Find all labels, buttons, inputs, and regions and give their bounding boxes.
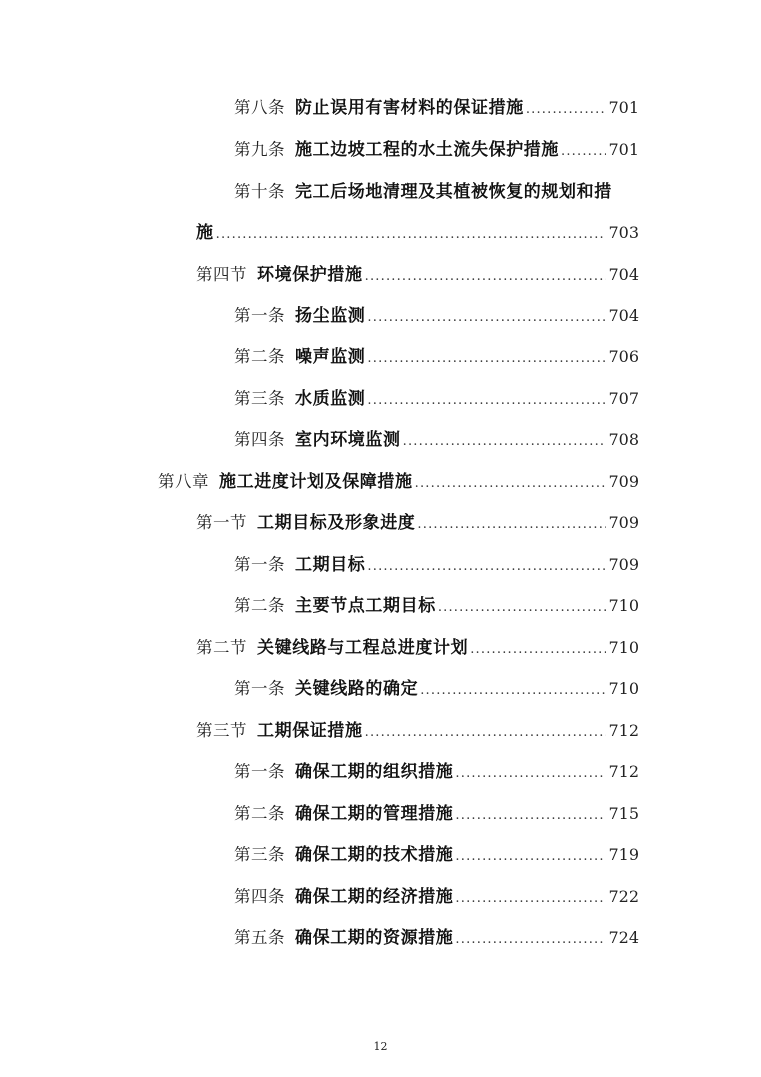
- dot-leader: [367, 304, 606, 332]
- toc-entry[interactable]: [234, 758, 639, 786]
- dot-leader: [455, 843, 606, 871]
- toc-entry[interactable]: [234, 592, 639, 620]
- toc-entry[interactable]: [234, 178, 639, 206]
- toc-entry-page: 703: [608, 223, 639, 242]
- dot-leader: [365, 263, 607, 291]
- toc-section[interactable]: [196, 717, 639, 745]
- toc-entry-page: 701: [608, 98, 639, 117]
- toc-entry-number: 第三节: [196, 721, 247, 740]
- toc-entry-number: 第一条: [234, 555, 285, 574]
- toc-chapter[interactable]: [158, 468, 639, 496]
- toc-entry-title: 完工后场地清理及其植被恢复的规划和措: [295, 182, 612, 202]
- toc-entry-number: 第五条: [234, 928, 285, 947]
- dot-leader: [438, 594, 607, 622]
- toc-entry-number: 第一条: [234, 679, 285, 698]
- toc-entry-title: 工期目标: [295, 555, 366, 575]
- toc-entry-number: 第二条: [234, 347, 285, 366]
- toc-entry-number: 第一条: [234, 306, 285, 325]
- toc-entry-page: 709: [608, 472, 639, 491]
- toc-entry-number: 第一节: [196, 513, 247, 532]
- dot-leader: [415, 470, 607, 498]
- dot-leader: [455, 926, 606, 954]
- toc-entry[interactable]: [234, 841, 639, 869]
- toc-entry-page: 715: [608, 804, 639, 823]
- toc-entry-page: 710: [608, 679, 639, 698]
- dot-leader: [367, 345, 606, 373]
- toc-entry[interactable]: [234, 343, 639, 371]
- toc-entry[interactable]: [234, 426, 639, 454]
- dot-leader: [403, 428, 607, 456]
- toc-entry-page: 710: [608, 638, 639, 657]
- toc-section[interactable]: [196, 634, 639, 662]
- toc-entry[interactable]: [234, 675, 639, 703]
- toc-entry-number: 第四条: [234, 887, 285, 906]
- toc-entry-title: 环境保护措施: [257, 265, 363, 285]
- toc-entry[interactable]: [234, 385, 639, 413]
- toc-entry-number: 第九条: [234, 140, 285, 159]
- toc-entry-page: 719: [608, 845, 639, 864]
- toc-entry-title: 施: [196, 223, 214, 243]
- toc-entry-number: 第八条: [234, 98, 285, 117]
- toc-entry-title: 室内环境监测: [295, 430, 401, 450]
- toc-entry-page: 704: [608, 306, 639, 325]
- dot-leader: [470, 636, 606, 664]
- toc-entry-page: 709: [608, 513, 639, 532]
- toc-entry-title: 确保工期的组织措施: [295, 762, 454, 782]
- toc-entry[interactable]: [234, 302, 639, 330]
- dot-leader: [216, 221, 607, 249]
- toc-entry-page: 724: [608, 928, 639, 947]
- dot-leader: [455, 802, 606, 830]
- toc-entry[interactable]: [234, 883, 639, 911]
- toc-entry-title: 扬尘监测: [295, 306, 366, 326]
- toc-entry-continuation[interactable]: [196, 219, 639, 247]
- toc-entry-title: 确保工期的技术措施: [295, 845, 454, 865]
- toc-entry-page: 701: [608, 140, 639, 159]
- toc-entry-title: 确保工期的资源措施: [295, 928, 454, 948]
- toc-entry-title: 防止误用有害材料的保证措施: [295, 98, 524, 118]
- toc-entry-title: 施工边坡工程的水土流失保护措施: [295, 140, 559, 160]
- dot-leader: [455, 885, 606, 913]
- toc-entry-number: 第四条: [234, 430, 285, 449]
- toc-entry-page: 722: [608, 887, 639, 906]
- toc-entry-number: 第四节: [196, 265, 247, 284]
- page-number: 12: [373, 1040, 388, 1053]
- toc-entry[interactable]: [234, 136, 639, 164]
- dot-leader: [367, 553, 606, 581]
- dot-leader: [561, 138, 606, 166]
- toc-section[interactable]: [196, 261, 639, 289]
- toc-entry-title: 施工进度计划及保障措施: [219, 472, 413, 492]
- toc-entry-number: 第三条: [234, 389, 285, 408]
- dot-leader: [417, 511, 606, 539]
- toc-entry-page: 708: [608, 430, 639, 449]
- toc-entry-number: 第二节: [196, 638, 247, 657]
- toc-section[interactable]: [196, 509, 639, 537]
- toc-entry-title: 水质监测: [295, 389, 366, 409]
- toc-entry-page: 712: [608, 762, 639, 781]
- toc-entry-page: 704: [608, 265, 639, 284]
- dot-leader: [455, 760, 606, 788]
- toc-entry-title: 工期保证措施: [257, 721, 363, 741]
- dot-leader: [526, 96, 607, 124]
- toc-entry-page: 707: [608, 389, 639, 408]
- toc-entry-page: 712: [608, 721, 639, 740]
- toc-entry-title: 工期目标及形象进度: [257, 513, 416, 533]
- toc-entry-title: 确保工期的经济措施: [295, 887, 454, 907]
- toc-entry-title: 噪声监测: [295, 347, 366, 367]
- toc-entry-number: 第一条: [234, 762, 285, 781]
- toc-entry-title: 确保工期的管理措施: [295, 804, 454, 824]
- dot-leader: [367, 387, 606, 415]
- toc-entry-page: 706: [608, 347, 639, 366]
- toc-entry-title: 主要节点工期目标: [295, 596, 436, 616]
- toc-entry-page: 709: [608, 555, 639, 574]
- toc-entry[interactable]: [234, 924, 639, 952]
- toc-entry-number: 第二条: [234, 596, 285, 615]
- toc-entry-number: 第二条: [234, 804, 285, 823]
- dot-leader: [420, 677, 606, 705]
- toc-entry-page: 710: [608, 596, 639, 615]
- toc-entry[interactable]: [234, 800, 639, 828]
- toc-entry[interactable]: [234, 94, 639, 122]
- toc-entry[interactable]: [234, 551, 639, 579]
- toc-entry-number: 第八章: [158, 472, 209, 491]
- toc-entry-number: 第三条: [234, 845, 285, 864]
- dot-leader: [365, 719, 607, 747]
- toc-entry-title: 关键线路与工程总进度计划: [257, 638, 469, 658]
- toc-entry-title: 关键线路的确定: [295, 679, 419, 699]
- toc-entry-number: 第十条: [234, 182, 285, 201]
